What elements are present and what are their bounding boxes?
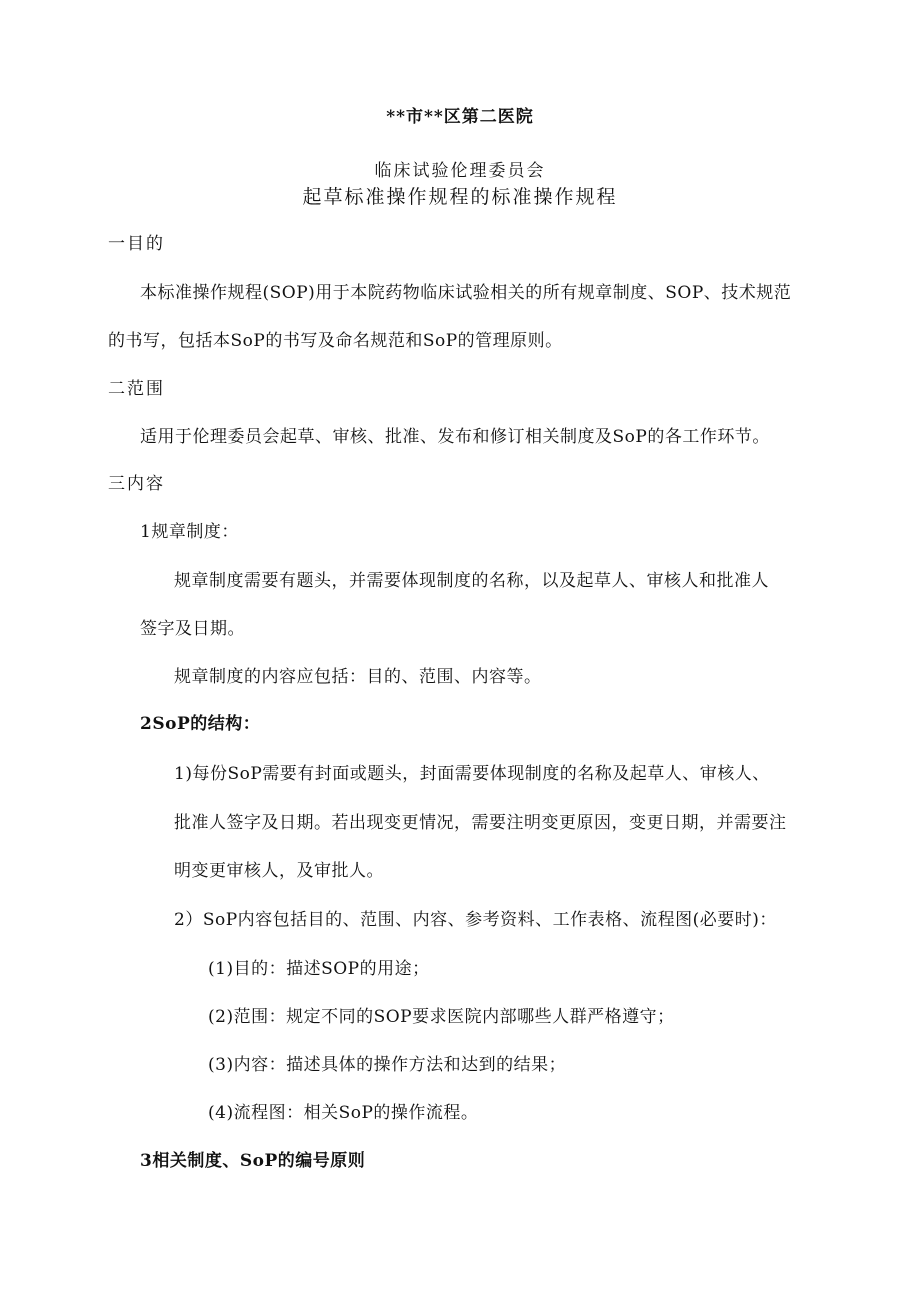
rules-paragraph-2: 规章制度的内容应包括：目的、范围、内容等。 [174, 667, 542, 687]
scope-paragraph: 适用于伦理委员会起草、审核、批准、发布和修订相关制度及SoP的各工作环节。 [140, 427, 770, 447]
purpose-paragraph-line2: 的书写，包括本SoP的书写及命名规范和SoP的管理原则。 [108, 331, 563, 351]
sop-subitem-content: (3)内容：描述具体的操作方法和达到的结果； [208, 1055, 567, 1075]
purpose-paragraph-line1: 本标准操作规程(SOP)用于本院药物临床试验相关的所有规章制度、SOP、技术规范 [140, 283, 792, 303]
section-heading-scope: 二范围 [108, 379, 165, 399]
section-heading-content: 三内容 [108, 474, 165, 494]
subsection-heading-numbering: 3相关制度、SoP的编号原则 [140, 1151, 366, 1171]
subsection-heading-rules: 1规章制度： [140, 522, 239, 542]
committee-name: 临床试验伦理委员会 [374, 161, 546, 181]
rules-paragraph-line2: 签字及日期。 [140, 619, 245, 639]
sop-item1-line3: 明变更审核人，及审批人。 [174, 861, 384, 881]
subsection-heading-sop-structure: 2SoP的结构： [140, 714, 261, 734]
sop-item1-line1: 1)每份SoP需要有封面或题头，封面需要体现制度的名称及起草人、审核人、 [174, 764, 770, 784]
sop-subitem-scope: (2)范围：规定不同的SOP要求医院内部哪些人群严格遵守； [208, 1007, 675, 1027]
hospital-name: **市**区第二医院 [386, 107, 534, 127]
sop-item1-line2: 批准人签字及日期。若出现变更情况，需要注明变更原因，变更日期，并需要注 [174, 813, 787, 833]
rules-paragraph-line1: 规章制度需要有题头，并需要体现制度的名称，以及起草人、审核人和批准人 [174, 571, 769, 591]
sop-subitem-purpose: (1)目的：描述SOP的用途； [208, 959, 430, 979]
document-title: 起草标准操作规程的标准操作规程 [302, 186, 618, 208]
sop-item2: 2）SoP内容包括目的、范围、内容、参考资料、工作表格、流程图(必要时)： [174, 910, 777, 930]
sop-subitem-flowchart: (4)流程图：相关SoP的操作流程。 [208, 1103, 479, 1123]
section-heading-purpose: 一目的 [108, 234, 165, 254]
